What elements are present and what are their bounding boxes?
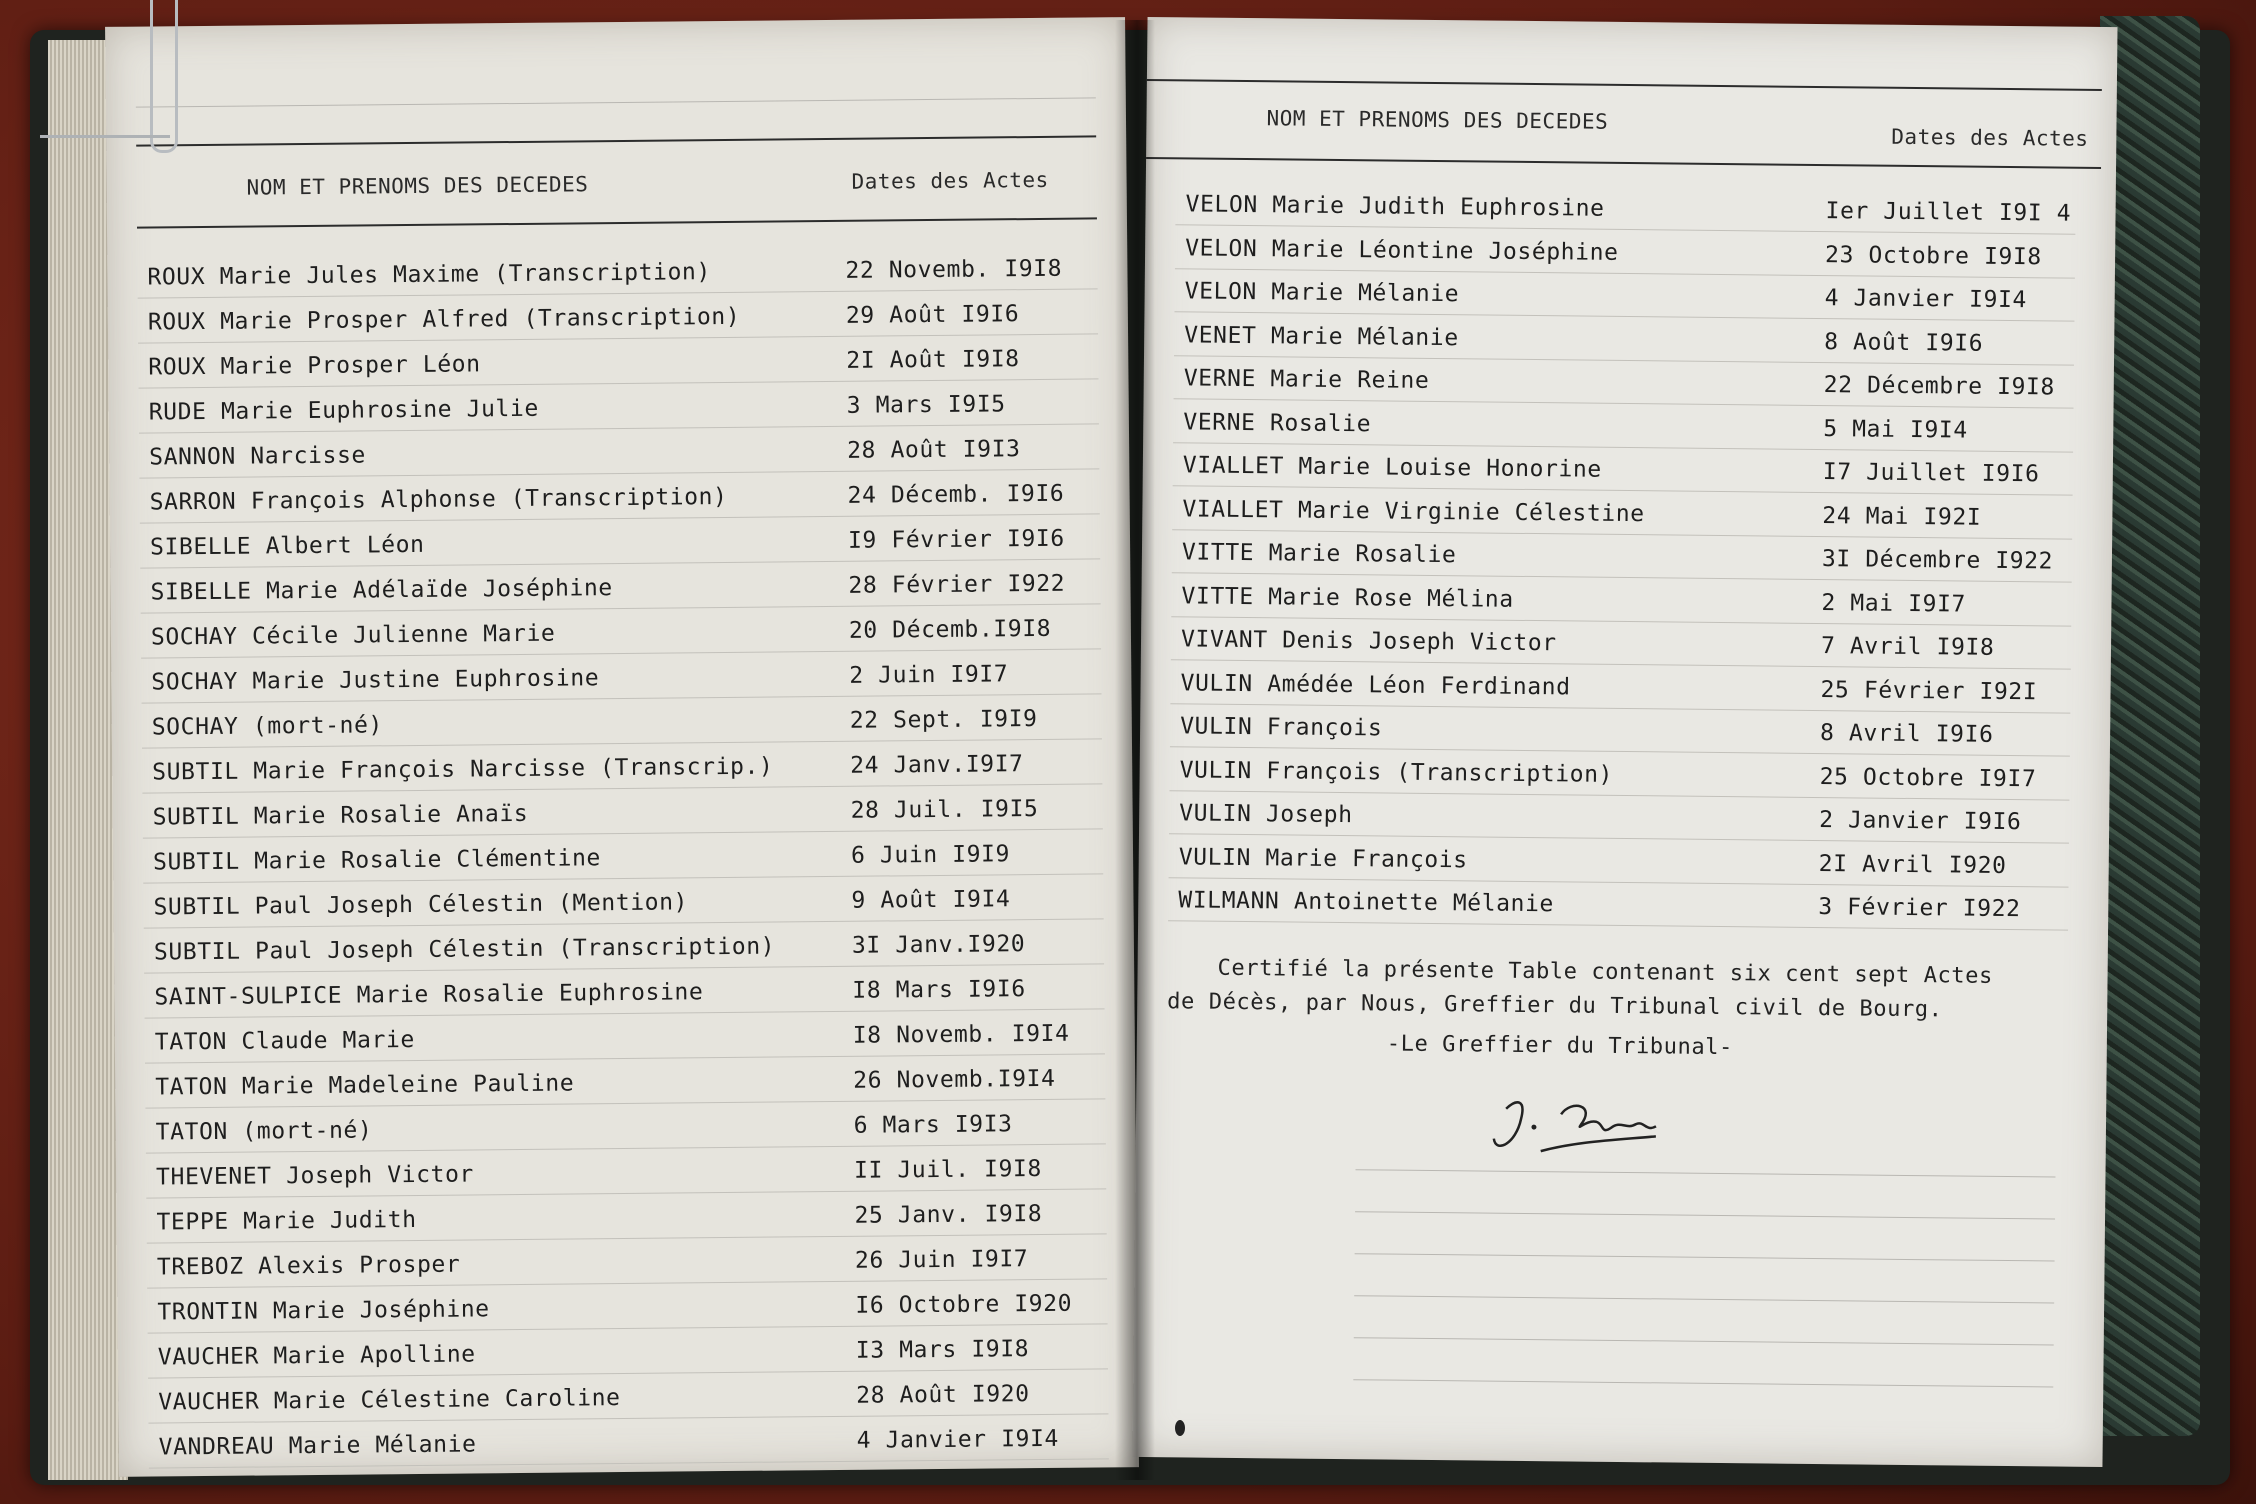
deceased-name: SUBTIL Paul Joseph Célestin (Mention) xyxy=(153,889,689,921)
list-item xyxy=(116,1149,1136,1199)
act-date: 3 Février I922 xyxy=(1818,894,2021,923)
list-item xyxy=(115,1104,1135,1154)
list-item xyxy=(1138,881,2108,931)
list-item xyxy=(1142,489,2112,539)
list-item xyxy=(108,294,1128,344)
deceased-name: VERNE Rosalie xyxy=(1183,408,1372,437)
greffier-signature xyxy=(1486,1089,1667,1171)
deceased-name: TREBOZ Alexis Prosper xyxy=(156,1251,461,1281)
act-date: 22 Décembre I9I8 xyxy=(1823,372,2056,401)
deceased-name: ROUX Marie Prosper Alfred (Transcription) xyxy=(147,303,741,336)
top-guide-line xyxy=(136,97,1096,107)
list-item xyxy=(113,834,1133,884)
act-date: 24 Janv.I9I7 xyxy=(850,751,1024,779)
list-item xyxy=(115,1059,1135,1109)
deceased-name: VIALLET Marie Virginie Célestine xyxy=(1182,495,1645,527)
deceased-name: WILMANN Antoinette Mélanie xyxy=(1178,887,1555,918)
act-date: 2 Juin I9I7 xyxy=(849,661,1009,689)
list-item xyxy=(116,1194,1136,1244)
deceased-name: SANNON Narcisse xyxy=(149,442,367,471)
list-item xyxy=(1141,620,2111,670)
book-gutter xyxy=(1115,20,1155,1480)
deceased-name: VULIN François xyxy=(1180,713,1383,742)
list-item xyxy=(1145,228,2115,278)
act-date: 5 Mai I9I4 xyxy=(1823,415,1968,444)
deceased-name: VIVANT Denis Joseph Victor xyxy=(1180,626,1557,657)
list-item xyxy=(114,969,1134,1019)
act-date: 2 Janvier I9I6 xyxy=(1819,807,2022,836)
deceased-name: SUBTIL Marie François Narcisse (Transcrip.) xyxy=(152,753,774,786)
list-item xyxy=(1142,533,2112,583)
list-item xyxy=(109,474,1129,524)
act-date: 9 Août I9I4 xyxy=(851,886,1011,914)
list-item xyxy=(109,384,1129,434)
row-rule xyxy=(149,1458,1109,1468)
deceased-name: ROUX Marie Prosper Léon xyxy=(148,351,481,381)
deceased-name: VENET Marie Mélanie xyxy=(1184,321,1459,351)
act-date: 28 Février I922 xyxy=(848,570,1066,599)
blank-line xyxy=(1355,1253,2055,1261)
list-item xyxy=(108,339,1128,389)
list-item xyxy=(118,1329,1138,1379)
deceased-name: SUBTIL Marie Rosalie Clémentine xyxy=(152,845,602,876)
ink-spot xyxy=(1175,1420,1185,1436)
header-top-rule xyxy=(1147,79,2102,91)
list-item xyxy=(109,429,1129,479)
act-date: I9 Février I9I6 xyxy=(847,525,1065,554)
list-item xyxy=(110,564,1130,614)
list-item xyxy=(1141,576,2111,626)
deceased-name: VITTE Marie Rose Mélina xyxy=(1181,582,1514,613)
list-item xyxy=(1144,272,2114,322)
list-item xyxy=(112,789,1132,839)
act-date: 25 Février I92I xyxy=(1820,676,2038,705)
list-item xyxy=(1143,402,2113,452)
act-date: 6 Juin I9I9 xyxy=(850,841,1011,869)
act-date: Ier Juillet I9I 4 xyxy=(1825,198,2072,227)
blank-line xyxy=(1355,1211,2055,1219)
act-date: 25 Janv. I9I8 xyxy=(854,1200,1043,1229)
deceased-name: SARRON François Alphonse (Transcription) xyxy=(149,483,728,516)
act-date: I3 Mars I9I8 xyxy=(855,1336,1030,1364)
act-date: 24 Décemb. I9I6 xyxy=(847,480,1065,509)
act-date: 20 Décemb.I9I8 xyxy=(848,615,1052,644)
act-date: 28 Juil. I9I5 xyxy=(850,796,1039,824)
deceased-name: VIALLET Marie Louise Honorine xyxy=(1182,452,1602,483)
act-date: 23 Octobre I9I8 xyxy=(1824,241,2042,270)
act-date: 26 Juin I9I7 xyxy=(854,1246,1029,1274)
list-item xyxy=(114,924,1134,974)
list-item xyxy=(118,1374,1138,1424)
deceased-name: TEPPE Marie Judith xyxy=(156,1206,417,1236)
act-date: 22 Novemb. I9I8 xyxy=(845,255,1063,284)
row-rule xyxy=(1168,920,2068,930)
header-bottom-rule xyxy=(137,217,1097,228)
act-date: 22 Sept. I9I9 xyxy=(849,706,1038,734)
list-item xyxy=(1144,315,2114,365)
act-date: 4 Janvier I9I4 xyxy=(1824,285,2028,314)
deceased-name: VITTE Marie Rosalie xyxy=(1181,539,1457,569)
list-item xyxy=(115,1014,1135,1064)
deceased-name: VAUCHER Marie Célestine Caroline xyxy=(158,1385,621,1416)
list-item xyxy=(119,1419,1139,1469)
act-date: I7 Juillet I9I6 xyxy=(1822,459,2040,488)
act-date: 28 Août I9I3 xyxy=(847,436,1021,464)
list-item xyxy=(117,1284,1137,1334)
deceased-name: TATON Marie Madeleine Pauline xyxy=(155,1070,575,1101)
deceased-name: THEVENET Joseph Victor xyxy=(155,1161,475,1191)
act-date: 4 Janvier I9I4 xyxy=(856,1425,1060,1454)
deceased-name: TATON Claude Marie xyxy=(154,1027,415,1056)
act-date: 8 Août I9I6 xyxy=(1824,328,1984,357)
blank-line xyxy=(1354,1337,2054,1345)
act-date: 2I Avril I920 xyxy=(1818,850,2007,879)
act-date: I8 Mars I9I6 xyxy=(852,976,1026,1004)
act-date: I8 Novemb. I9I4 xyxy=(852,1020,1070,1049)
list-item xyxy=(111,609,1131,659)
act-date: 2 Mai I9I7 xyxy=(1821,589,1967,618)
list-item xyxy=(113,879,1133,929)
deceased-name: VULIN François (Transcription) xyxy=(1179,756,1614,788)
blank-line xyxy=(1356,1169,2056,1177)
list-item xyxy=(1145,185,2115,235)
deceased-name: VELON Marie Judith Euphrosine xyxy=(1185,191,1605,222)
left-header-name: NOM ET PRENOMS DES DECEDES xyxy=(246,172,589,200)
deceased-name: TRONTIN Marie Joséphine xyxy=(157,1296,490,1326)
header-bottom-rule xyxy=(1146,157,2101,169)
right-header-name: NOM ET PRENOMS DES DECEDES xyxy=(1266,106,1609,134)
deceased-name: SIBELLE Marie Adélaïde Joséphine xyxy=(150,575,613,606)
right-page xyxy=(1132,17,2117,1467)
deceased-name: SAINT-SULPICE Marie Rosalie Euphrosine xyxy=(154,979,704,1011)
right-header-date: Dates des Actes xyxy=(1891,124,2089,151)
act-date: 26 Novemb.I9I4 xyxy=(853,1065,1056,1094)
act-date: 7 Avril I9I8 xyxy=(1820,633,1995,661)
deceased-name: SUBTIL Marie Rosalie Anaïs xyxy=(152,800,529,831)
deceased-name: RUDE Marie Euphrosine Julie xyxy=(148,395,539,426)
deceased-name: VELON Marie Mélanie xyxy=(1184,278,1460,308)
deceased-name: ROUX Marie Jules Maxime (Transcription) xyxy=(147,259,712,291)
deceased-name: SOCHAY Marie Justine Euphrosine xyxy=(151,665,600,696)
paperclip-bar xyxy=(40,135,170,138)
list-item xyxy=(112,699,1132,749)
list-item xyxy=(1139,837,2109,887)
deceased-name: VANDREAU Marie Mélanie xyxy=(158,1431,477,1461)
list-item xyxy=(1140,707,2110,757)
list-item xyxy=(107,249,1127,299)
act-date: 3I Décembre I922 xyxy=(1821,546,2054,575)
act-date: 28 Août I920 xyxy=(856,1381,1030,1409)
act-date: 3 Mars I9I5 xyxy=(846,391,1006,419)
act-date: I6 Octobre I920 xyxy=(855,1290,1073,1319)
list-item xyxy=(1140,663,2110,713)
act-date: 8 Avril I9I6 xyxy=(1819,720,1994,748)
paperclip xyxy=(150,0,178,153)
act-date: 6 Mars I9I3 xyxy=(853,1111,1013,1139)
act-date: 29 Août I9I6 xyxy=(845,301,1020,329)
act-date: 3I Janv.I920 xyxy=(851,931,1026,959)
act-date: 24 Mai I92I xyxy=(1822,502,1982,531)
certification-line-3: -Le Greffier du Tribunal- xyxy=(1386,1031,1734,1061)
blank-line xyxy=(1354,1295,2054,1303)
deceased-name: VULIN Marie François xyxy=(1178,843,1468,873)
list-item xyxy=(117,1239,1137,1289)
act-date: 25 Octobre I9I7 xyxy=(1819,763,2037,792)
list-item xyxy=(1143,446,2113,496)
blank-line xyxy=(1353,1379,2053,1387)
deceased-name: VULIN Amédée Léon Ferdinand xyxy=(1180,669,1571,700)
list-item xyxy=(111,654,1131,704)
deceased-name: VAUCHER Marie Apolline xyxy=(157,1341,476,1371)
list-item xyxy=(1139,750,2109,800)
act-date: 2I Août I9I8 xyxy=(846,346,1020,374)
left-page xyxy=(105,17,1139,1477)
deceased-name: VULIN Joseph xyxy=(1179,800,1353,829)
deceased-name: VERNE Marie Reine xyxy=(1183,365,1430,394)
left-header-date: Dates des Actes xyxy=(851,167,1049,194)
deceased-name: SOCHAY (mort-né) xyxy=(151,712,384,741)
header-top-rule xyxy=(136,135,1096,146)
deceased-name: SOCHAY Cécile Julienne Marie xyxy=(150,620,556,651)
deceased-name: SIBELLE Albert Léon xyxy=(149,531,425,561)
certification-line-1: Certifié la présente Table contenant six cent sept Actes xyxy=(1217,955,1994,989)
list-item xyxy=(110,519,1130,569)
deceased-name: SUBTIL Paul Joseph Célestin (Transcription) xyxy=(153,933,776,966)
list-item xyxy=(1144,359,2114,409)
deceased-name: TATON (mort-né) xyxy=(155,1117,373,1146)
act-date: II Juil. I9I8 xyxy=(853,1155,1043,1184)
list-item xyxy=(1139,794,2109,844)
certification-line-2: de Décès, par Nous, Greffier du Tribunal civil de Bourg. xyxy=(1167,989,1943,1023)
list-item xyxy=(112,744,1132,794)
deceased-name: VELON Marie Léontine Joséphine xyxy=(1185,234,1619,266)
